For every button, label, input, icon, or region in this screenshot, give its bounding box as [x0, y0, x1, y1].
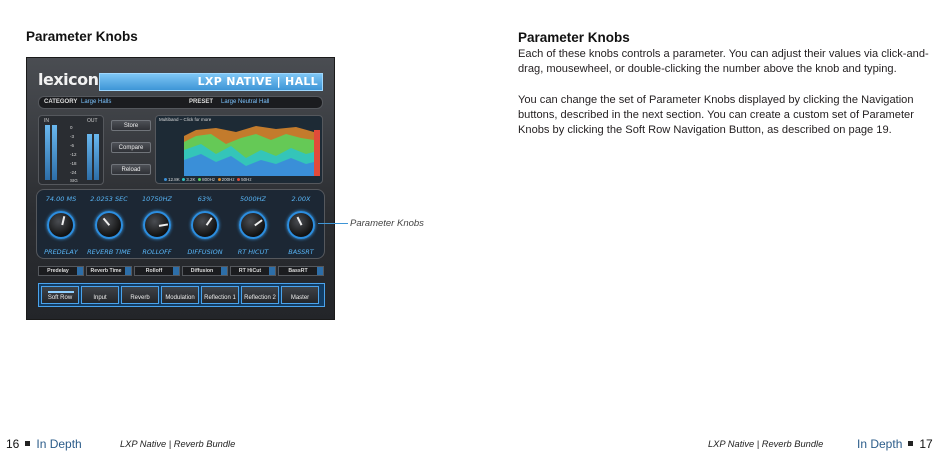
legend-dot	[182, 178, 185, 181]
meter-scale: SIG	[70, 178, 78, 183]
level-meters	[38, 115, 104, 185]
meter-in-left	[45, 125, 50, 180]
rt-hicut-knob[interactable]	[239, 211, 267, 239]
knob-label: DIFFUSION	[187, 248, 223, 256]
meter-scale: -24	[70, 170, 77, 175]
category-value: Large Halls	[81, 99, 112, 105]
meter-scale: -3	[70, 134, 75, 139]
plugin-screenshot	[26, 57, 335, 320]
meter-scale: 0	[70, 125, 73, 130]
category-preset-bar	[38, 96, 323, 109]
left-footer	[6, 437, 82, 451]
knob-pointer	[159, 223, 168, 226]
nav-reflection-2-button[interactable]: Reflection 2	[241, 286, 279, 304]
knob-value-rt-hicut[interactable]: 5000HZ	[240, 195, 266, 203]
plugin-title: LXP NATIVE | HALL	[197, 75, 318, 88]
knob-label: BASSRT	[288, 248, 314, 256]
nav-soft-row-button[interactable]: Soft Row	[41, 286, 79, 304]
right-page-heading: Parameter Knobs	[518, 30, 630, 45]
navigation-buttons	[38, 283, 325, 307]
knob-value-diffusion[interactable]: 63%	[197, 195, 213, 203]
dropdown-label: Diffusion	[190, 268, 214, 274]
book-title: LXP Native | Reverb Bundle	[708, 439, 824, 449]
dropdown-arrow-icon	[221, 267, 227, 275]
dropdown-label: RT HiCut	[238, 268, 262, 274]
knob-pointer	[206, 217, 213, 226]
knob-label: REVERB TIME	[87, 248, 131, 256]
legend-dot	[218, 178, 221, 181]
dropdown-arrow-icon	[125, 267, 131, 275]
square-bullet-icon	[25, 441, 30, 446]
knob-pointer	[254, 219, 262, 226]
dropdown-label: Rolloff	[145, 268, 163, 274]
meter-scale: -12	[70, 152, 77, 157]
dropdown-arrow-icon	[173, 267, 179, 275]
legend-dot	[164, 178, 167, 181]
dropdown-label: BassRT	[288, 268, 308, 274]
legend-dot	[237, 178, 240, 181]
dropdown-label: Reverb Time	[90, 268, 122, 274]
dropdown-reverb-time[interactable]	[86, 266, 132, 276]
dropdown-predelay[interactable]	[38, 266, 84, 276]
dropdown-diffusion[interactable]	[182, 266, 228, 276]
dropdown-bassrt[interactable]	[278, 266, 324, 276]
meter-scale: -18	[70, 161, 77, 166]
knob-value-bassrt[interactable]: 2.00X	[291, 195, 311, 203]
paragraph: Each of these knobs controls a parameter. You can adjust their values via click-and-drag, mousewheel, or double-clicking the number above the knob and typing.	[518, 48, 929, 76]
lexicon-logo: lexicon	[38, 70, 99, 89]
knob-pointer	[297, 217, 303, 226]
rolloff-knob[interactable]	[143, 211, 171, 239]
left-page-heading: Parameter Knobs	[26, 29, 138, 44]
dropdown-arrow-icon	[269, 267, 275, 275]
knob-pointer	[61, 216, 65, 225]
knob-label: PREDELAY	[44, 248, 78, 256]
paragraph: You can change the set of Parameter Knobs displayed by clicking the Navigation buttons, described in the next section. You can create a custom set of Parameter Knobs by clicking the Soft Row Navigation Button, as described on page 19.	[518, 93, 914, 137]
section-name: In Depth	[36, 437, 82, 451]
decay-plot	[156, 116, 323, 184]
legend-label: 200Hz	[221, 177, 235, 182]
dropdown-rt-hicut[interactable]	[230, 266, 276, 276]
dropdown-label: Predelay	[47, 268, 69, 274]
legend-label: 800Hz	[202, 177, 216, 182]
knob-value-rolloff[interactable]: 10750HZ	[141, 195, 173, 203]
plugin-title-bar	[99, 73, 323, 91]
dropdown-arrow-icon	[77, 267, 83, 275]
multiband-graph[interactable]	[155, 115, 323, 184]
right-footer	[857, 437, 933, 451]
meter-in-label: IN	[44, 118, 49, 124]
nav-reverb-button[interactable]: Reverb	[121, 286, 159, 304]
preset-label: PRESET	[189, 99, 214, 105]
nav-reflection-1-button[interactable]: Reflection 1	[201, 286, 239, 304]
reload-button[interactable]: Reload	[111, 164, 151, 175]
category-label: CATEGORY	[44, 99, 78, 105]
legend-label: 3.2K	[186, 177, 196, 182]
square-bullet-icon	[908, 441, 913, 446]
callout-line	[318, 223, 348, 224]
knob-assignment-dropdowns	[36, 266, 325, 276]
bassrt-knob[interactable]	[287, 211, 315, 239]
preset-value: Large Neutral Hall	[221, 99, 270, 105]
meter-out-left	[87, 134, 92, 180]
legend-label: 50Hz	[241, 177, 252, 182]
predelay-knob[interactable]	[47, 211, 75, 239]
graph-legend	[164, 177, 252, 182]
graph-hint: Multiband – Click for more	[159, 117, 212, 122]
callout-label: Parameter Knobs	[350, 218, 424, 229]
meter-out-right	[94, 134, 99, 180]
compare-button[interactable]: Compare	[111, 142, 151, 153]
nav-input-button[interactable]: Input	[81, 286, 119, 304]
dropdown-rolloff[interactable]	[134, 266, 180, 276]
diffusion-knob[interactable]	[191, 211, 219, 239]
parameter-knobs-panel	[36, 189, 325, 259]
book-title: LXP Native | Reverb Bundle	[120, 439, 236, 449]
meter-in-right	[52, 125, 57, 180]
store-button[interactable]: Store	[111, 120, 151, 131]
page-number: 16	[6, 437, 20, 451]
knob-label: ROLLOFF	[142, 248, 172, 256]
nav-master-button[interactable]: Master	[281, 286, 319, 304]
reverb-time-knob[interactable]	[95, 211, 123, 239]
knob-pointer	[103, 218, 110, 226]
knob-value-reverb-time[interactable]: 2.0253 SEC	[90, 195, 128, 203]
knob-label: RT HICUT	[237, 248, 269, 256]
dropdown-arrow-icon	[317, 267, 323, 275]
meter-scale: -6	[70, 143, 75, 148]
legend-dot	[198, 178, 201, 181]
knob-value-predelay[interactable]: 74.00 MS	[45, 195, 77, 203]
meter-out-label: OUT	[87, 118, 98, 124]
page-number: 17	[919, 437, 933, 451]
legend-label: 12.8K	[168, 177, 180, 182]
section-name: In Depth	[857, 437, 903, 451]
nav-modulation-button[interactable]: Modulation	[161, 286, 199, 304]
right-page-body	[518, 47, 933, 153]
